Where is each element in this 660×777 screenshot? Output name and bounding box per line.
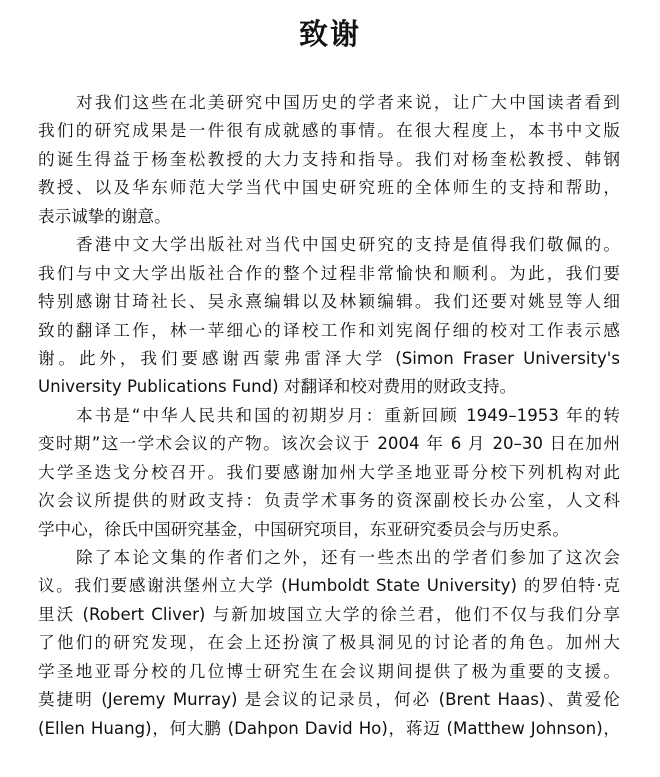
text-line: 香港中文大学出版社对当代中国史研究的支持是值得我们敬佩的。 <box>76 235 620 255</box>
text-line: University Publications Fund) 对翻译和校对费用的财政支持。 <box>38 377 517 397</box>
text-line: 特别感谢甘琦社长、吴永熹编辑以及林颖编辑。我们还要对姚昱等人细 <box>38 292 620 312</box>
text-line: 致的翻译工作，林一苹细心的译校工作和刘宪阁仔细的校对工作表示感 <box>38 320 620 340</box>
text-line: 议。我们要感谢洪堡州立大学 (Humboldt State University) 的罗伯特·克 <box>38 576 620 596</box>
text-line: 我们的研究成果是一件很有成就感的事情。在很大程度上，本书中文版 <box>38 121 620 141</box>
text-line: 莫捷明 (Jeremy Murray) 是会议的记录员，何必 (Brent Haas)、黄爱伦 <box>38 690 620 710</box>
text-line: 学圣地亚哥分校的几位博士研究生在会议期间提供了极为重要的支援。 <box>38 661 620 681</box>
text-line: 了他们的研究发现，在会上还扮演了极具洞见的讨论者的角色。加州大 <box>38 633 620 653</box>
text-line: 除了本论文集的作者们之外，还有一些杰出的学者们参加了这次会 <box>76 548 620 567</box>
text-line: 大学圣迭戈分校召开。我们要感谢加州大学圣地亚哥分校下列机构对此 <box>38 462 620 482</box>
text-line: 我们与中文大学出版社合作的整个过程非常愉快和顺利。为此，我们要 <box>38 263 620 283</box>
text-line: 对我们这些在北美研究中国历史的学者来说，让广大中国读者看到 <box>76 93 620 112</box>
text-line: 变时期”这一学术会议的产物。该次会议于 2004 年 6 月 20–30 日在加州 <box>38 434 620 454</box>
text-line: 的诞生得益于杨奎松教授的大力支持和指导。我们对杨奎松教授、韩钢 <box>38 149 620 169</box>
text-line: 表示诚挚的谢意。 <box>38 206 171 226</box>
text-line: 教授、以及华东师范大学当代中国史研究班的全体师生的支持和帮助， <box>38 178 620 198</box>
text-line: 谢。此外，我们要感谢西蒙弗雷泽大学 (Simon Fraser University's <box>38 348 620 368</box>
body-text <box>38 89 620 743</box>
page-title: 致谢 <box>298 17 361 51</box>
text-line: (Ellen Huang)，何大鹏 (Dahpon David Ho)，蒋迈 (Matthew Johnson)， <box>38 718 620 738</box>
text-line: 里沃 (Robert Cliver) 与新加坡国立大学的徐兰君，他们不仅与我们分享 <box>38 604 620 624</box>
text-line: 次会议所提供的财政支持：负责学术事务的资深副校长办公室，人文科 <box>38 491 620 511</box>
text-line: 学中心，徐氏中国研究基金，中国研究项目，东亚研究委员会与历史系。 <box>38 519 569 539</box>
text-line: 本书是“中华人民共和国的初期岁月：重新回顾 1949–1953 年的转 <box>76 405 620 425</box>
